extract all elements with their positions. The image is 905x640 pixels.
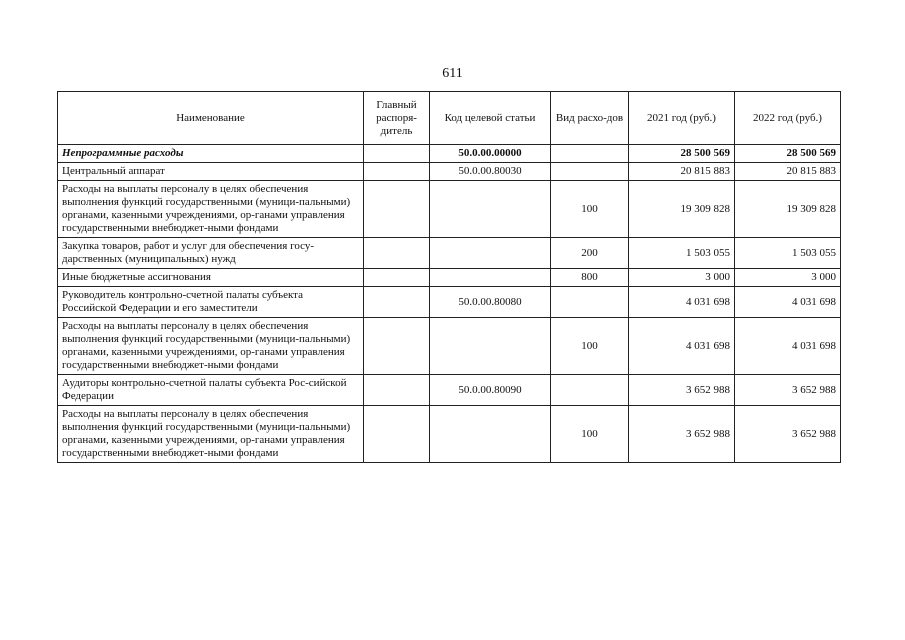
row-manager (364, 406, 430, 463)
header-main-manager: Главный распоря-дитель (364, 92, 430, 145)
row-name: Непрограммные расходы (58, 145, 364, 163)
header-expense-type: Вид расхо-дов (551, 92, 629, 145)
table-header-row (58, 92, 841, 145)
row-name: Аудиторы контрольно-счетной палаты субъекта Рос-сийской Федерации (58, 375, 364, 406)
row-type (551, 375, 629, 406)
row-code (430, 269, 551, 287)
row-2021: 4 031 698 (629, 318, 735, 375)
row-code (430, 181, 551, 238)
row-2022: 1 503 055 (735, 238, 841, 269)
row-2022: 3 652 988 (735, 406, 841, 463)
row-type: 200 (551, 238, 629, 269)
row-2021: 3 652 988 (629, 375, 735, 406)
row-2022: 28 500 569 (735, 145, 841, 163)
table-row (58, 318, 841, 375)
header-year-2022: 2022 год (руб.) (735, 92, 841, 145)
row-type (551, 145, 629, 163)
row-2021: 19 309 828 (629, 181, 735, 238)
row-2021: 4 031 698 (629, 287, 735, 318)
header-target-code: Код целевой статьи (430, 92, 551, 145)
row-manager (364, 145, 430, 163)
table-row (58, 163, 841, 181)
row-code (430, 406, 551, 463)
row-manager (364, 238, 430, 269)
row-manager (364, 318, 430, 375)
row-type: 800 (551, 269, 629, 287)
row-type (551, 163, 629, 181)
row-manager (364, 163, 430, 181)
page-number: 611 (442, 66, 463, 81)
row-type: 100 (551, 406, 629, 463)
table-row (58, 406, 841, 463)
row-code: 50.0.00.80080 (430, 287, 551, 318)
budget-table (57, 91, 841, 463)
row-manager (364, 287, 430, 318)
row-2022: 3 652 988 (735, 375, 841, 406)
row-2021: 28 500 569 (629, 145, 735, 163)
row-2021: 20 815 883 (629, 163, 735, 181)
row-type: 100 (551, 181, 629, 238)
row-2022: 3 000 (735, 269, 841, 287)
row-2021: 3 000 (629, 269, 735, 287)
row-type: 100 (551, 318, 629, 375)
row-name: Расходы на выплаты персоналу в целях обеспечения выполнения функций государственными (муници-пальными) органами, казенными учреждениями, ор-ганами управления государственными внебюджет-ными фондами (58, 318, 364, 375)
table-row (58, 145, 841, 163)
table-row (58, 375, 841, 406)
row-code: 50.0.00.00000 (430, 145, 551, 163)
row-code (430, 318, 551, 375)
table-row (58, 269, 841, 287)
row-2021: 1 503 055 (629, 238, 735, 269)
table-row (58, 287, 841, 318)
row-manager (364, 181, 430, 238)
row-2022: 4 031 698 (735, 318, 841, 375)
row-name: Иные бюджетные ассигнования (58, 269, 364, 287)
row-name: Расходы на выплаты персоналу в целях обеспечения выполнения функций государственными (муници-пальными) органами, казенными учреждениями, ор-ганами управления государственными внебюджет-ными фондами (58, 181, 364, 238)
table-row (58, 238, 841, 269)
row-code (430, 238, 551, 269)
table-row (58, 181, 841, 238)
row-manager (364, 375, 430, 406)
header-name: Наименование (58, 92, 364, 145)
row-code: 50.0.00.80090 (430, 375, 551, 406)
row-name: Руководитель контрольно-счетной палаты субъекта Российской Федерации и его заместители (58, 287, 364, 318)
row-2022: 4 031 698 (735, 287, 841, 318)
row-type (551, 287, 629, 318)
row-manager (364, 269, 430, 287)
row-name: Закупка товаров, работ и услуг для обеспечения госу-дарственных (муниципальных) нужд (58, 238, 364, 269)
row-name: Расходы на выплаты персоналу в целях обеспечения выполнения функций государственными (муници-пальными) органами, казенными учреждениями, ор-ганами управления государственными внебюджет-ными фондами (58, 406, 364, 463)
row-code: 50.0.00.80030 (430, 163, 551, 181)
header-year-2021: 2021 год (руб.) (629, 92, 735, 145)
row-2022: 19 309 828 (735, 181, 841, 238)
row-name: Центральный аппарат (58, 163, 364, 181)
row-2022: 20 815 883 (735, 163, 841, 181)
row-2021: 3 652 988 (629, 406, 735, 463)
